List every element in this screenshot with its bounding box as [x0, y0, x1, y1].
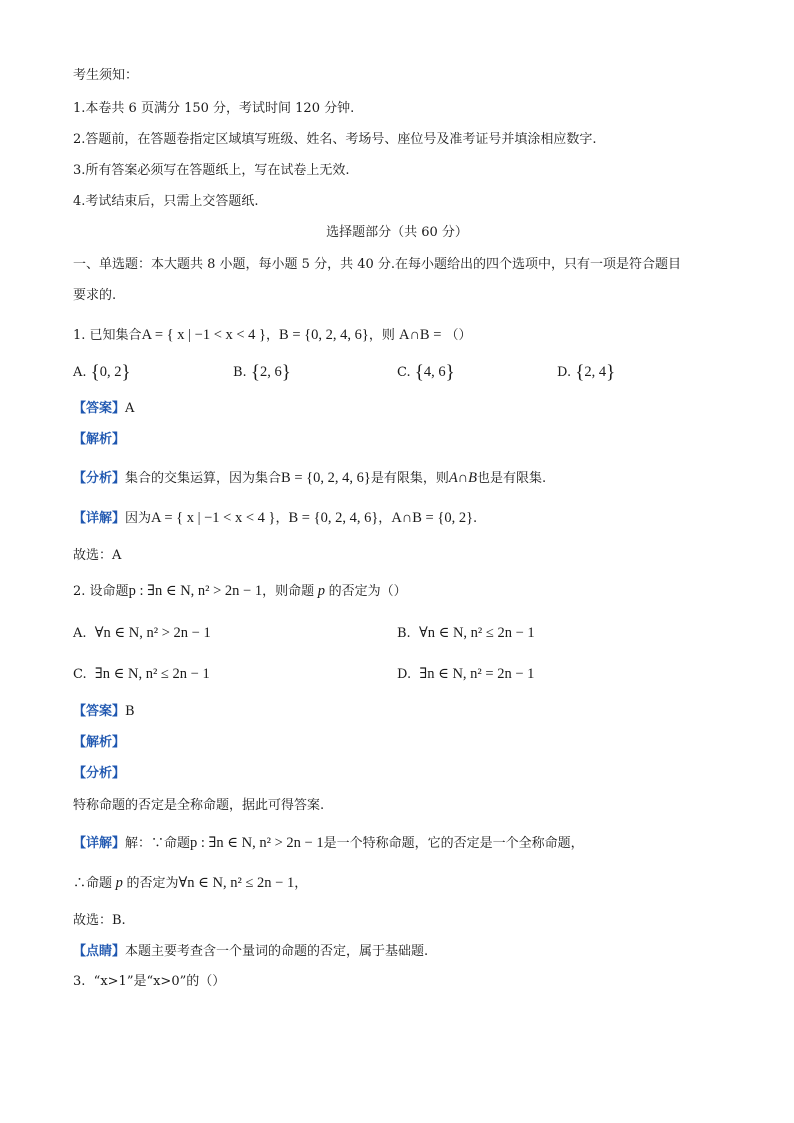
q1-expr: A∩B = — [398, 327, 442, 343]
q3-stem: 3. “x>1”是“x>0”的（） — [73, 974, 226, 989]
q1-stem-prefix: 已知集合 — [89, 328, 142, 343]
section-title: 选择题部分（共 60 分） — [326, 225, 468, 240]
q1-answer: 【答案】A — [73, 401, 135, 416]
q1-stem-suffix: ，则 — [368, 328, 395, 343]
q2-answer: 【答案】B — [73, 704, 135, 719]
q2-stem: 2. 设命题p : ∃n ∈ N, n² > 2n − 1，则命题 p 的否定为（） — [73, 583, 407, 599]
q2-therefore: ∴命题 p 的否定为∀n ∈ N, n² ≤ 2n − 1， — [73, 875, 308, 891]
q1-detail: 【详解】因为A = { x | −1 < x < 4 }，B = {0, 2, 4, 6}，A∩B = {0, 2}. — [73, 510, 478, 526]
q2-option-a: A. ∀n ∈ N, n² > 2n − 1 — [73, 625, 211, 641]
q1-comma: ， — [266, 328, 280, 343]
q1-option-b: B. {2, 6} — [233, 362, 291, 383]
q1-set-b: B = {0, 2, 4, 6} — [279, 327, 369, 343]
section-instruction-cont: 要求的. — [73, 288, 117, 303]
notice-item-3: 3.所有答案必须写在答题纸上，写在试卷上无效. — [73, 163, 350, 178]
q2-comment: 【点睛】本题主要考查含一个量词的命题的否定，属于基础题. — [73, 944, 429, 959]
q1-number: 1. — [73, 328, 86, 343]
q2-fenxi-text: 特称命题的否定是全称命题，据此可得答案. — [73, 798, 325, 813]
q2-analysis-tag: 【解析】 — [73, 735, 126, 750]
q1-option-a: A. {0, 2} — [73, 362, 131, 383]
q2-option-c: C. ∃n ∈ N, n² ≤ 2n − 1 — [73, 666, 210, 682]
notice-item-2: 2.答题前，在答题卷指定区域填写班级、姓名、考场号、座位号及准考证号并填涂相应数字. — [73, 132, 597, 147]
section-instruction: 一、单选题：本大题共 8 小题，每小题 5 分，共 40 分.在每小题给出的四个选项中，只有一项是符合题目 — [73, 257, 682, 272]
notice-item-4: 4.考试结束后，只需上交答题纸. — [73, 194, 259, 209]
notice-item-1: 1.本卷共 6 页满分 150 分，考试时间 120 分钟. — [73, 101, 355, 116]
q1-paren: （） — [445, 328, 472, 343]
q2-detail: 【详解】解：∵命题p : ∃n ∈ N, n² > 2n − 1是一个特称命题，它的否定是一个全称命题， — [73, 835, 584, 851]
notice-title: 考生须知： — [73, 68, 139, 83]
q2-option-b: B. ∀n ∈ N, n² ≤ 2n − 1 — [397, 625, 535, 641]
q2-option-d: D. ∃n ∈ N, n² = 2n − 1 — [397, 666, 535, 682]
q2-fenxi-tag: 【分析】 — [73, 766, 126, 781]
q1-choose: 故选：A — [73, 548, 122, 563]
q2-choose: 故选：B. — [73, 913, 126, 928]
q1-fenxi: 【分析】集合的交集运算，因为集合B = {0, 2, 4, 6}是有限集，则A∩B也是有限集. — [73, 470, 547, 486]
q1-analysis-tag: 【解析】 — [73, 432, 126, 447]
q1-stem — [73, 325, 472, 346]
q1-option-d: D. {2, 4} — [557, 362, 616, 383]
q1-set-a: A = { x | −1 < x < 4 } — [141, 327, 267, 343]
q1-option-c: C. {4, 6} — [397, 362, 455, 383]
